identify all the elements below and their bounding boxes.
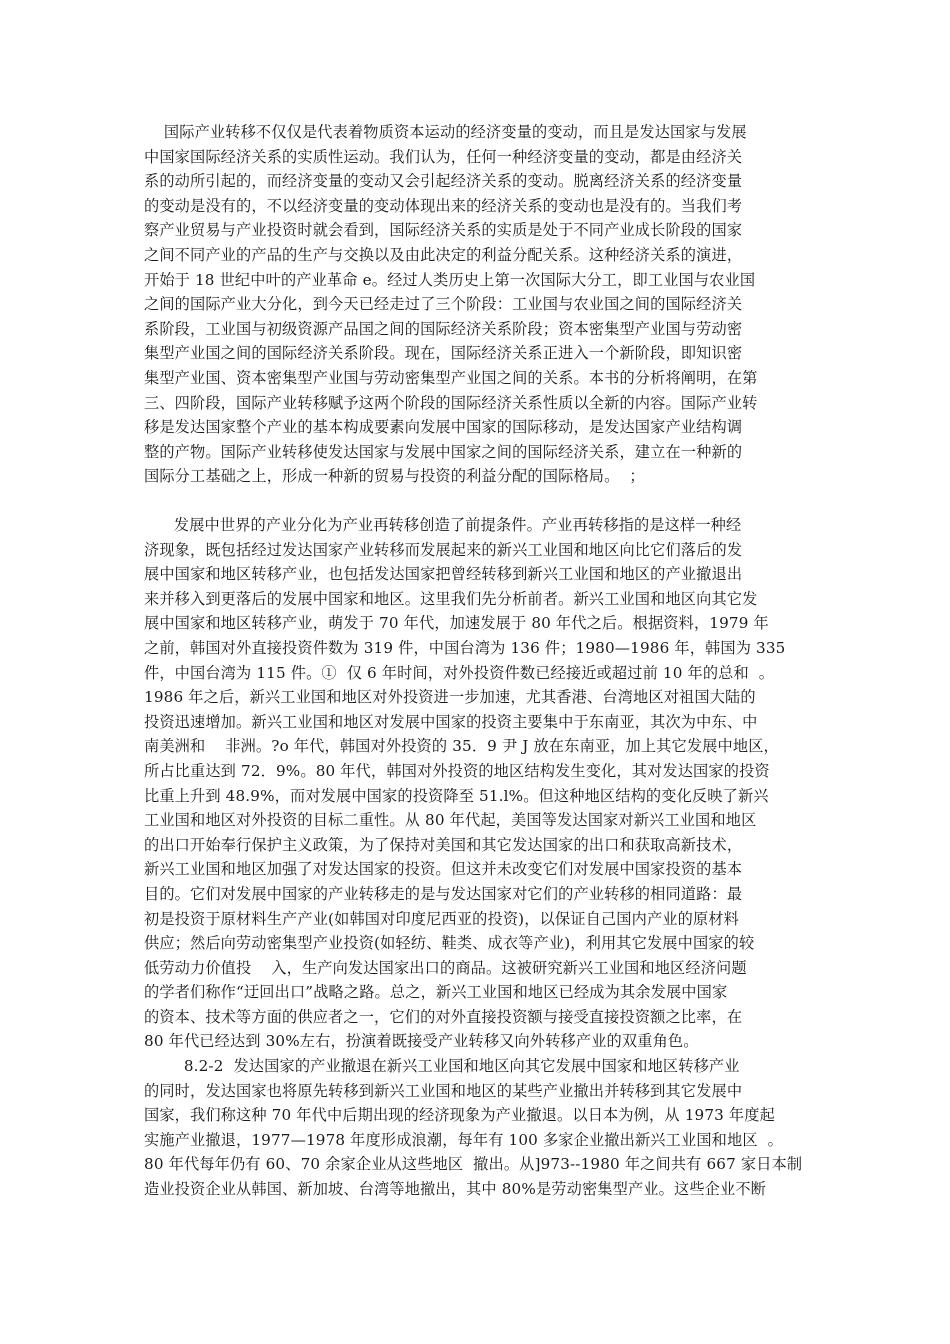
- text-line: 国家，我们称这种 70 年代中后期出现的经济现象为产业撤退。以日本为例，从 1973 年度起: [144, 1106, 775, 1125]
- text-line: 之间不同产业的产品的生产与交换以及由此决定的利益分配关系。这种经济关系的演进，: [144, 245, 743, 264]
- paragraph-3: [144, 1054, 812, 1202]
- text-line: 的同时，发达国家也将原先转移到新兴工业国和地区的某些产业撤出并转移到其它发展中: [144, 1081, 743, 1100]
- text-line: 来并移入到更落后的发展中国家和地区。这里我们先分析前者。新兴工业国和地区向其它发: [144, 589, 758, 608]
- text-line: 展中国家和地区转移产业，萌发于 70 年代，加速发展于 80 年代之后。根据资料，1979 年: [144, 614, 769, 633]
- text-line: 整的产物。国际产业转移使发达国家与发展中国家之间的国际经济关系，建立在一种新的: [144, 442, 743, 461]
- text-line: 的学者们称作“迂回出口”战略之路。总之，新兴工业国和地区已经成为其余发展中国家: [144, 983, 728, 1002]
- text-line: 所占比重达到 72．9%。80 年代，韩国对外投资的地区结构发生变化，其对发达国家的投资: [144, 761, 770, 780]
- text-line: 系的动所引起的，而经济变量的变动又会引起经济关系的变动。脱离经济关系的经济变量: [144, 172, 743, 191]
- text-line: 的资本、技术等方面的供应者之一，它们的对外直接投资额与接受直接投资额之比率，在: [144, 1007, 743, 1026]
- text-line: 供应；然后向劳动密集型产业投资(如轻纺、鞋类、成衣等产业)，利用其它发展中国家的较: [144, 934, 755, 953]
- text-line: 比重上升到 48.9%，而对发展中国家的投资降至 51.l%。但这种地区结构的变化反映了新兴: [144, 786, 769, 805]
- text-line: 国际产业转移不仅仅是代表着物质资本运动的经济变量的变动，而且是发达国家与发展: [144, 123, 747, 141]
- text-line: 系阶段，工业国与初级资源产品国之间的国际经济关系阶段；资本密集型产业国与劳动密: [144, 319, 743, 338]
- text-line: 件，中国台湾为 115 件。① 仅 6 年时间，对外投资件数已经接近或超过前 10 年的总和 。: [144, 663, 775, 682]
- text-line: 的变动是没有的，不以经济变量的变动体现出来的经济关系的变动也是没有的。当我们考: [144, 196, 743, 215]
- text-line: 开始于 18 世纪中叶的产业革命 e。经过人类历史上第一次国际大分工，即工业国与农业国: [144, 270, 756, 289]
- text-line: 投资迅速增加。新兴工业国和地区对发展中国家的投资主要集中于东南亚，其次为中东、中: [144, 712, 758, 731]
- text-line: 国际分工基础之上，形成一种新的贸易与投资的利益分配的国际格局。 ；: [144, 467, 645, 486]
- text-line: 实施产业撤退，1977—1978 年度形成浪潮，每年有 100 多家企业撤出新兴工业国和地区 。: [144, 1130, 783, 1149]
- text-line: 初是投资于原材料生产产业(如韩国对印度尼西亚的投资)，以保证自己国内产业的原材料: [144, 909, 739, 928]
- text-line: 低劳动力价值投 入，生产向发达国家出口的商品。这被研究新兴工业国和地区经济问题: [144, 958, 747, 977]
- text-line: 南美洲和 非洲。?o 年代，韩国对外投资的 35．9 尹 J 放在东南亚，加上其它发展中地区，: [144, 737, 779, 756]
- text-line: 80 年代已经达到 30%左右，扮演着既接受产业转移又向外转移产业的双重角色。: [144, 1032, 699, 1051]
- text-line: 的出口开始奉行保护主义政策，为了保持对美国和其它发达国家的出口和获取高新技术，: [144, 835, 743, 854]
- text-line: 三、四阶段，国际产业转移赋予这两个阶段的国际经济关系性质以全新的内容。国际产业转: [144, 393, 758, 412]
- paragraph-1: [144, 120, 812, 489]
- text-line: 1986 年之后，新兴工业国和地区对外投资进一步加速，尤其香港、台湾地区对祖国大陆的: [144, 688, 756, 707]
- text-line: 移是发达国家整个产业的基本构成要素向发展中国家的国际移动，是发达国家产业结构调: [144, 418, 743, 437]
- text-line: 新兴工业国和地区加强了对发达国家的投资。但这并未改变它们对发展中国家投资的基本: [144, 860, 743, 879]
- text-line: 造业投资企业从韩国、新加坡、台湾等地撤出，其中 80%是劳动密集型产业。这些企业不断: [144, 1179, 767, 1198]
- text-line: 8.2-2 发达国家的产业撤退在新兴工业国和地区向其它发展中国家和地区转移产业: [144, 1057, 740, 1075]
- text-line: 展中国家和地区转移产业，也包括发达国家把曾经转移到新兴工业国和地区的产业撤退出: [144, 565, 743, 584]
- paragraph-2: [144, 513, 812, 1054]
- text-line: 察产业贸易与产业投资时就会看到，国际经济关系的实质是处于不同产业成长阶段的国家: [144, 221, 743, 240]
- text-line: 之前，韩国对外直接投资件数为 319 件，中国台湾为 136 件；1980—1986 年，韩国为 335: [144, 638, 786, 657]
- text-line: 80 年代每年仍有 60、70 余家企业从这些地区 撤出。从]973--1980 年之间共有 667 家日本制: [144, 1155, 803, 1174]
- text-line: 目的。它们对发展中国家的产业转移走的是与发达国家对它们的产业转移的相同道路：最: [144, 884, 743, 903]
- text-line: 之间的国际产业大分化，到今天已经走过了三个阶段：工业国与农业国之间的国际经济关: [144, 295, 743, 314]
- text-line: 中国家国际经济关系的实质性运动。我们认为，任何一种经济变量的变动，都是由经济关: [144, 147, 743, 166]
- text-line: 济现象，既包括经过发达国家产业转移而发展起来的新兴工业国和地区向比它们落后的发: [144, 540, 743, 559]
- text-line: 集型产业国、资本密集型产业国与劳动密集型产业国之间的关系。本书的分析将阐明，在第: [144, 368, 758, 387]
- text-line: 集型产业国之间的国际经济关系阶段。现在，国际经济关系正进入一个新阶段，即知识密: [144, 344, 743, 363]
- text-line: 工业国和地区对外投资的目标二重性。从 80 年代起，美国等发达国家对新兴工业国和地区: [144, 811, 757, 830]
- text-line: 发展中世界的产业分化为产业再转移创造了前提条件。产业再转移指的是这样一种经: [144, 516, 742, 534]
